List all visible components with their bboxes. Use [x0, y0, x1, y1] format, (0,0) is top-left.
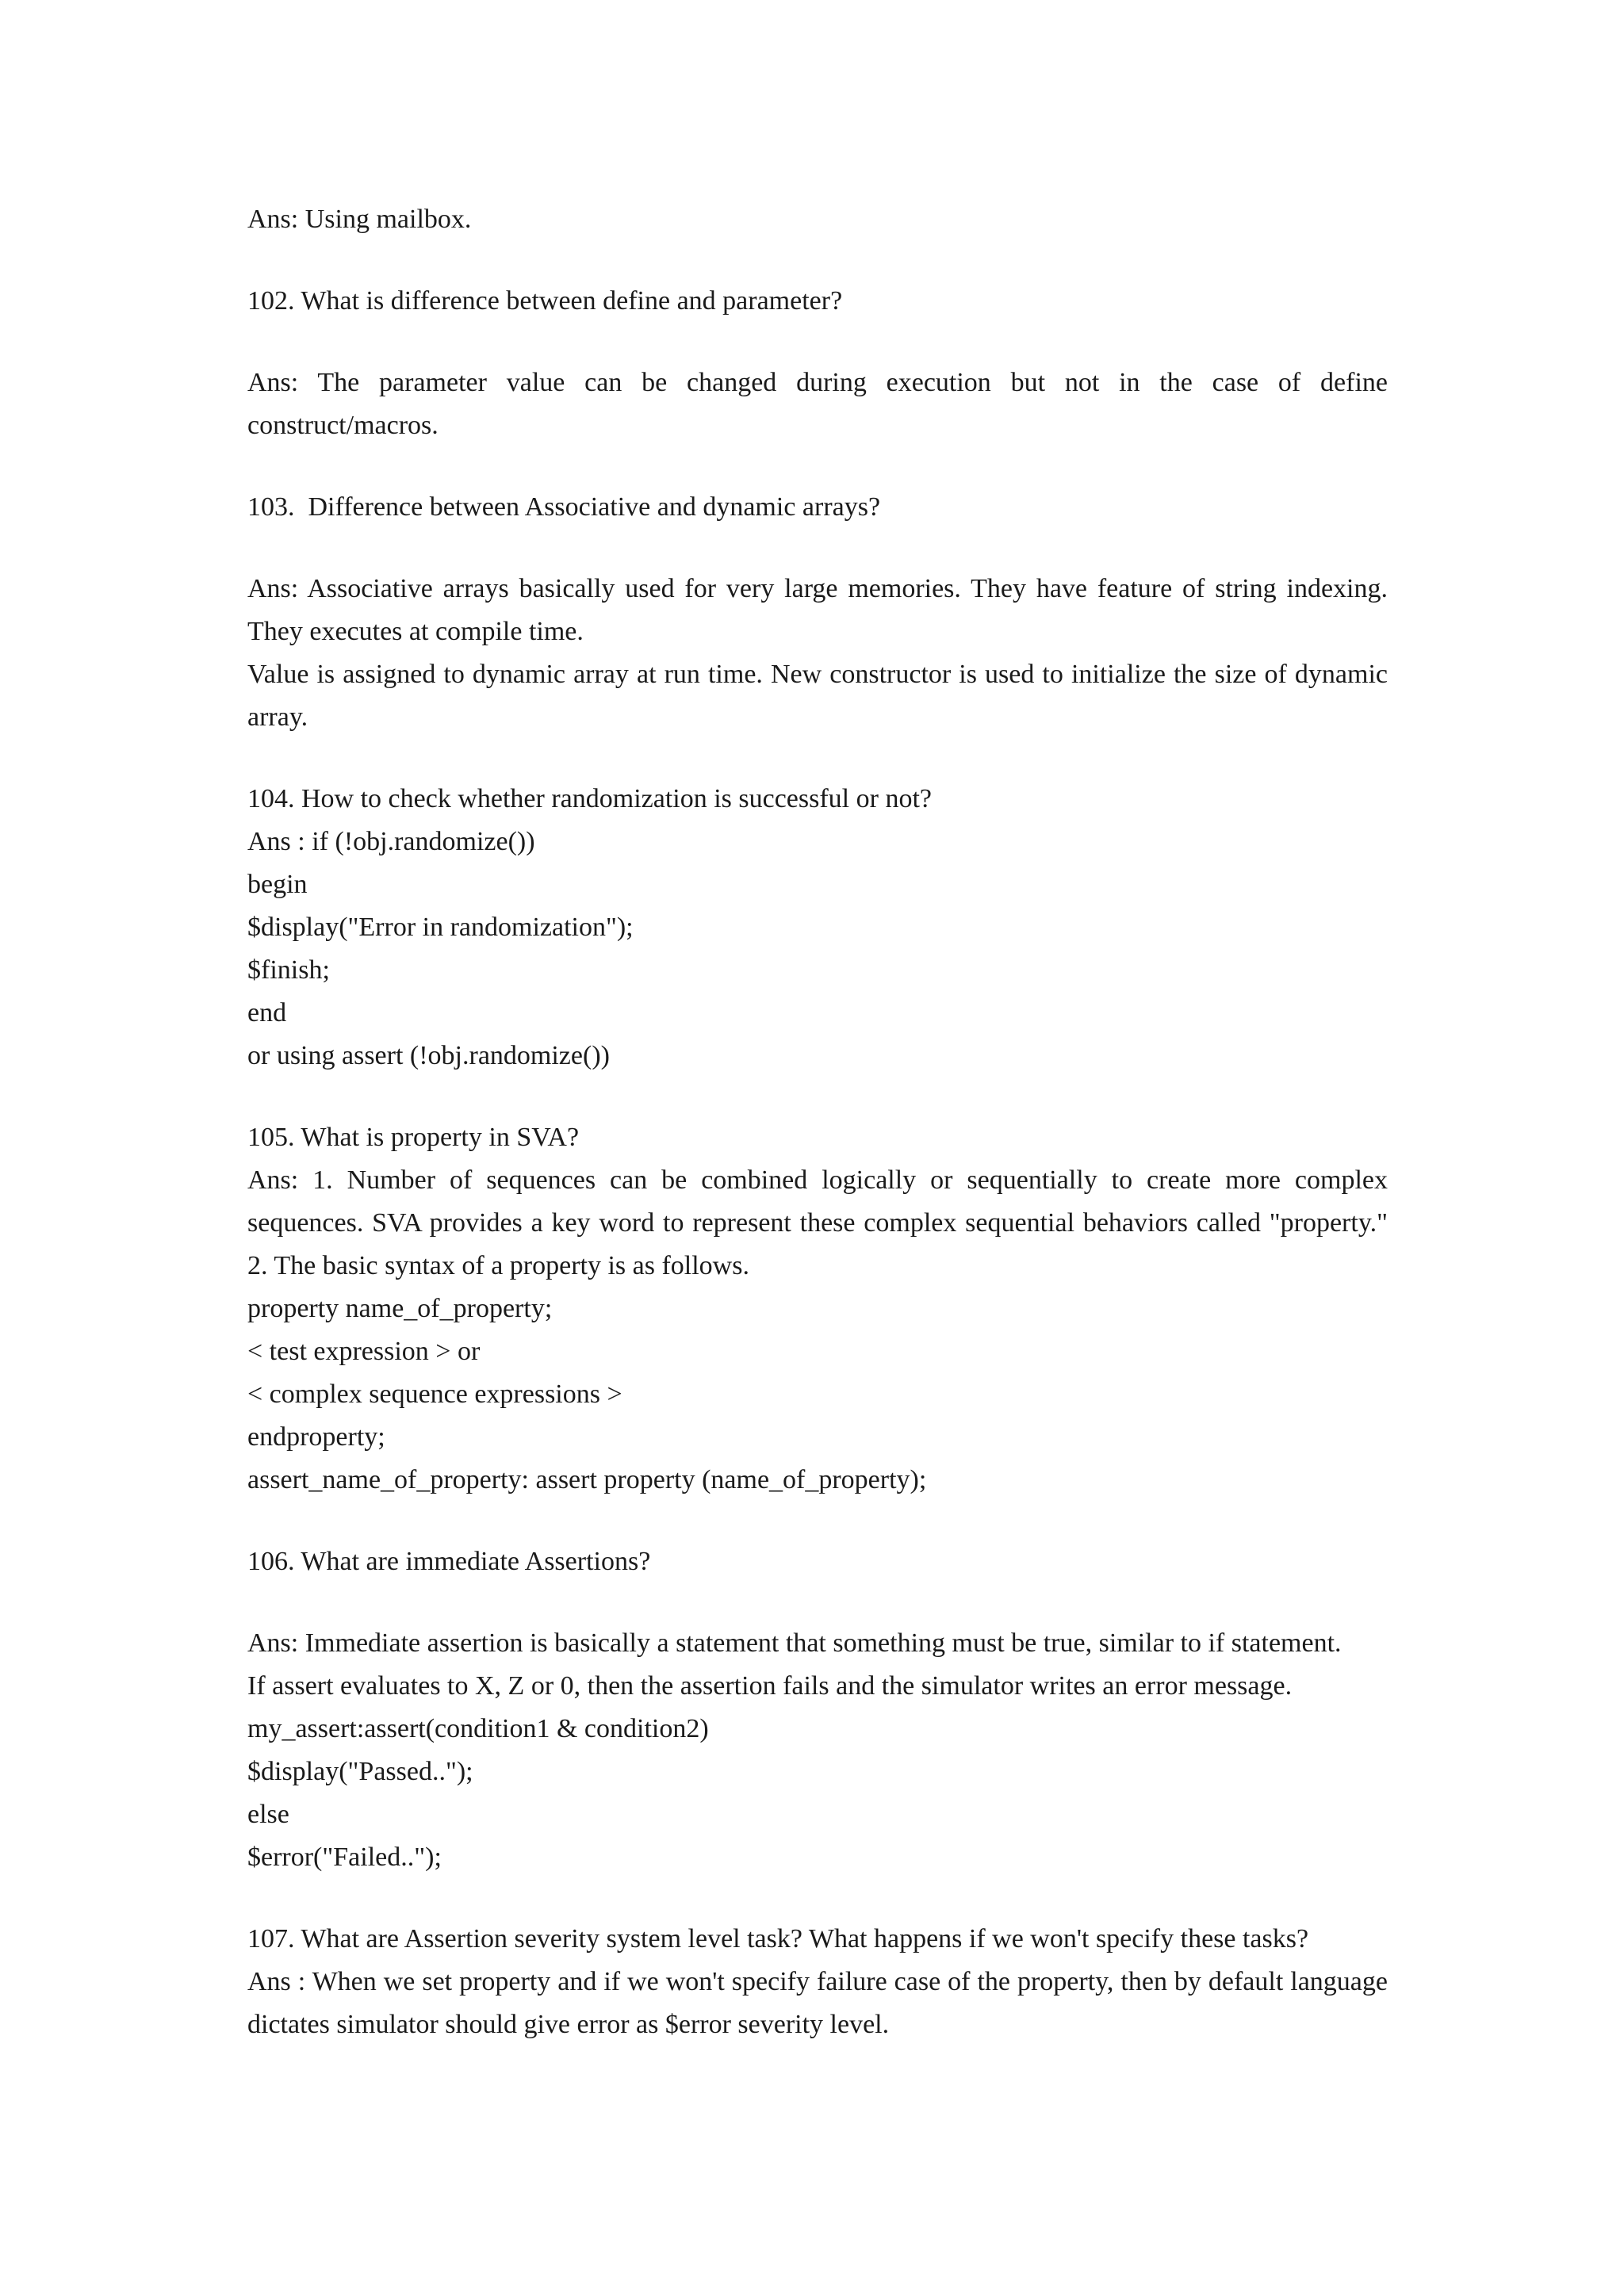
q106-answer-line: my_assert:assert(condition1 & condition2) [247, 1714, 709, 1743]
q105-answer: Ans: 1. Number of sequences can be combined logically or sequentially to create more complex sequences. SVA provides a key word to represent these complex sequential behaviors called "property." 2. The basic syntax of a property is as follows. [247, 1165, 1415, 1280]
q104-code-line: $display("Error in randomization"); [247, 913, 634, 942]
q101-answer: Ans: Using mailbox. [247, 205, 472, 234]
q107-question: 107. What are Assertion severity system level task? What happens if we won't specify these tasks? [247, 1924, 1309, 1954]
q106-answer-line: Ans: Immediate assertion is basically a statement that something must be true, similar to if statement. [247, 1628, 1342, 1658]
q105-code-line: assert_name_of_property: assert property (name_of_property); [247, 1465, 927, 1494]
q105-code-line: < test expression > or [247, 1337, 481, 1366]
q104-code-line: end [247, 998, 287, 1027]
q105-code-line: < complex sequence expressions > [247, 1380, 622, 1409]
q106-answer-line: If assert evaluates to X, Z or 0, then the assertion fails and the simulator writes an error message. [247, 1671, 1293, 1701]
q102-answer: Ans: The parameter value can be changed during execution but not in the case of define construct/macros. [247, 368, 1388, 440]
q103-answer-p1: Ans: Associative arrays basically used for very large memories. They have feature of string indexing. They executes at compile time. [247, 574, 1388, 646]
q103-answer-p2: Value is assigned to dynamic array at run time. New constructor is used to initialize the size of dynamic array. [247, 660, 1388, 732]
q104-code-line: or using assert (!obj.randomize()) [247, 1041, 610, 1070]
q104-code-line: Ans : if (!obj.randomize()) [247, 827, 535, 856]
q104-code-line: $finish; [247, 955, 330, 985]
q102-question: 102. What is difference between define and parameter? [247, 286, 843, 316]
q104-code-line: begin [247, 870, 308, 899]
q105-code-line: endproperty; [247, 1422, 385, 1452]
document-page [247, 198, 1415, 2046]
q105-code-line: property name_of_property; [247, 1294, 553, 1323]
q106-question: 106. What are immediate Assertions? [247, 1547, 651, 1576]
q104-question: 104. How to check whether randomization is successful or not? [247, 784, 932, 813]
q107-answer: Ans : When we set property and if we won't specify failure case of the property, then by default language dictates simulator should give error as $error severity level. [247, 1967, 1388, 2039]
q105-question: 105. What is property in SVA? [247, 1123, 580, 1152]
q106-answer-line: else [247, 1800, 289, 1829]
q106-answer-line: $error("Failed.."); [247, 1843, 442, 1872]
q103-question: 103. Difference between Associative and dynamic arrays? [247, 492, 881, 522]
q106-answer-line: $display("Passed.."); [247, 1757, 473, 1786]
